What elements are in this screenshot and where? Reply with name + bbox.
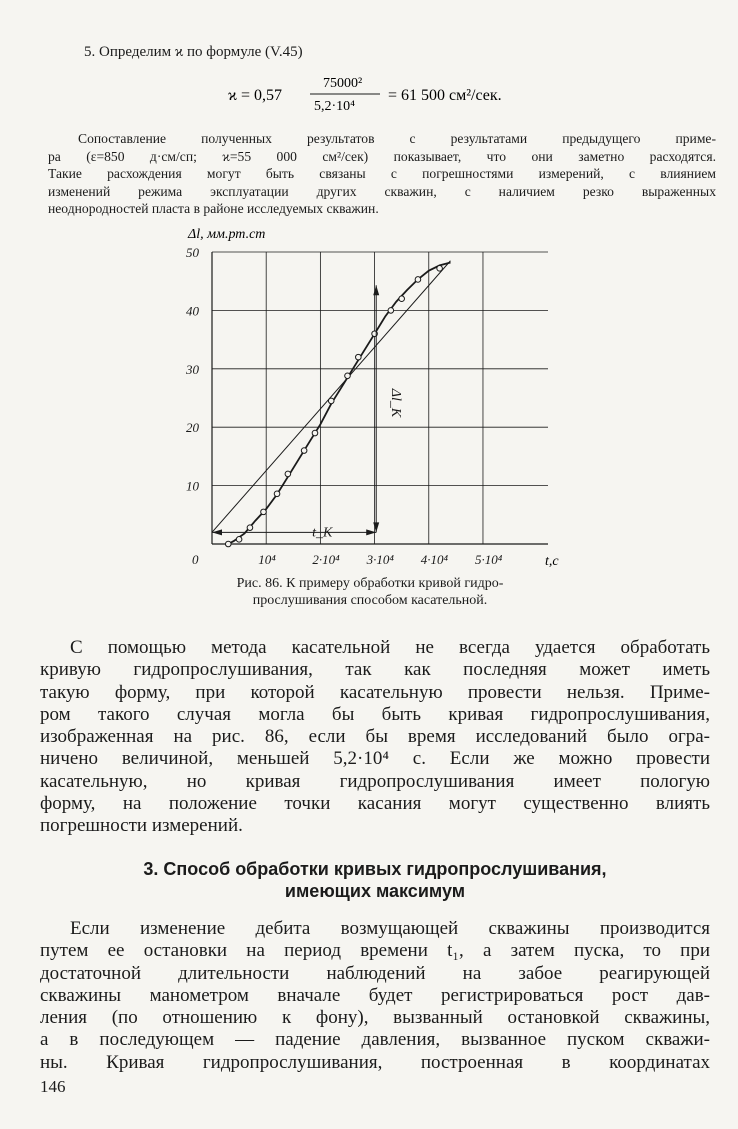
page-number: 146 bbox=[40, 1077, 66, 1096]
paragraph-line: ления (по отношению к фону), вызванный остановкой скважины, bbox=[40, 1007, 710, 1029]
section-heading bbox=[40, 858, 710, 902]
paragraph-line: ны. Кривая гидропрослушивания, построенная в координатах bbox=[40, 1051, 710, 1073]
heading-line: 3. Способ обработки кривых гидропрослушивания, bbox=[143, 859, 607, 879]
data-point bbox=[261, 509, 267, 515]
paragraph-line: форму, на положение точки касания могут существенно влиять bbox=[40, 793, 710, 815]
data-point bbox=[356, 354, 362, 360]
y-tick-label: 10 bbox=[186, 478, 199, 494]
x-tick-label: 3·10⁴ bbox=[366, 552, 394, 567]
tangent-line bbox=[212, 261, 450, 533]
chart-axes bbox=[212, 252, 548, 544]
x-tick-label: 0 bbox=[192, 552, 199, 567]
y-tick-label: 30 bbox=[186, 361, 199, 377]
comparison-line: неоднородностей пласта в районе исследуемых скважин. bbox=[48, 201, 379, 216]
formula-rhs: = 61 500 см²/сек. bbox=[388, 87, 502, 104]
data-point bbox=[312, 430, 318, 436]
y-tick-label: 50 bbox=[186, 245, 199, 260]
paragraph-line: такую форму, при которой касательную провести нельзя. Приме- bbox=[40, 681, 710, 703]
figure-caption bbox=[150, 575, 590, 609]
caption-line: Рис. 86. К примеру обработки кривой гидро- bbox=[236, 576, 504, 591]
y-tick-label: 40 bbox=[186, 303, 199, 319]
x-axis-label: t,c bbox=[545, 554, 559, 569]
data-point bbox=[247, 525, 253, 531]
dl-arrowhead-top bbox=[373, 285, 379, 295]
chart-markers bbox=[225, 266, 442, 547]
data-point bbox=[388, 308, 394, 314]
tk-label: t_K bbox=[312, 525, 333, 541]
paragraph-1 bbox=[40, 637, 710, 838]
hydrolistening-chart bbox=[150, 222, 590, 592]
step-text: 5. Определим ϰ по формуле (V.45) bbox=[84, 44, 303, 60]
data-point bbox=[274, 491, 280, 497]
x-tick-label: 10⁴ bbox=[258, 552, 276, 567]
dl-arrowhead-bottom bbox=[373, 522, 379, 532]
curve-line bbox=[228, 263, 450, 545]
data-point bbox=[236, 537, 242, 543]
paragraph-line: а в последующем — падение давления, вызванное пуском скважи- bbox=[40, 1029, 710, 1051]
paragraph-line: касательную, но кривая гидропрослушивания имеет пологую bbox=[40, 770, 710, 792]
formula-denominator: 5,2·10⁴ bbox=[314, 99, 356, 114]
formula-lhs: ϰ = 0,57 bbox=[228, 87, 282, 104]
data-point bbox=[345, 373, 351, 379]
paragraph-line: ром такого случая могла бы быть кривая гидропрослушивания, bbox=[40, 703, 710, 725]
x-tick-label: 2·10⁴ bbox=[312, 552, 340, 567]
paragraph-line: достаточной длительности наблюдений на забое реагирующей bbox=[40, 962, 710, 984]
comparison-paragraph bbox=[48, 130, 716, 218]
caption-line: прослушивания способом касательной. bbox=[252, 593, 488, 608]
data-point bbox=[301, 448, 307, 454]
paragraph-line: Если изменение дебита возмущающей скважины производится bbox=[70, 918, 710, 939]
paragraph-line: скважины манометром вначале будет регистрироваться рост дав- bbox=[40, 984, 710, 1006]
paragraph-2 bbox=[40, 918, 710, 1074]
y-axis-label: Δl, мм.рт.ст bbox=[188, 227, 266, 242]
heading-line: имеющих максимум bbox=[284, 881, 466, 901]
data-point bbox=[437, 266, 443, 272]
comparison-line: Такие расхождения могут быть связаны с погрешностями измерений, с влиянием bbox=[48, 166, 716, 181]
formula-numerator: 75000² bbox=[323, 76, 363, 91]
dl-label: Δl_K bbox=[388, 388, 404, 418]
data-point bbox=[399, 296, 405, 302]
data-point bbox=[285, 471, 291, 477]
paragraph-line: погрешности измерений. bbox=[40, 815, 243, 837]
comparison-line: ра (ε=850 д·см/сп; ϰ=55 000 см²/сек) показывает, что они заметно расходятся. bbox=[48, 148, 716, 164]
paragraph-line: кривую гидропрослушивания, так как последняя может иметь bbox=[40, 659, 710, 681]
paragraph-line: путем ее остановки на период времени t₁, а затем пуска, то при bbox=[40, 940, 710, 962]
data-point bbox=[415, 277, 421, 283]
paragraph-line: изображенная на рис. 86, если бы время исследований было огра- bbox=[40, 726, 710, 748]
chart-grid bbox=[212, 252, 548, 544]
comparison-line: изменений режима эксплуатации других скважин, с наличием резко выраженных bbox=[48, 183, 716, 199]
data-point bbox=[328, 398, 334, 404]
kappa-formula bbox=[228, 70, 548, 118]
data-point bbox=[225, 541, 231, 547]
paragraph-line: ничено величиной, меньшей 5,2·10⁴ с. Если же можно провести bbox=[40, 748, 710, 770]
comparison-line: Сопоставление полученных результатов с результатами предыдущего приме- bbox=[78, 131, 716, 146]
paragraph-line: С помощью метода касательной не всегда удается обработать bbox=[70, 637, 710, 658]
chart-ticks bbox=[185, 245, 503, 567]
x-tick-label: 4·10⁴ bbox=[420, 552, 449, 567]
y-tick-label: 20 bbox=[186, 420, 199, 436]
x-tick-label: 5·10⁴ bbox=[474, 552, 503, 567]
